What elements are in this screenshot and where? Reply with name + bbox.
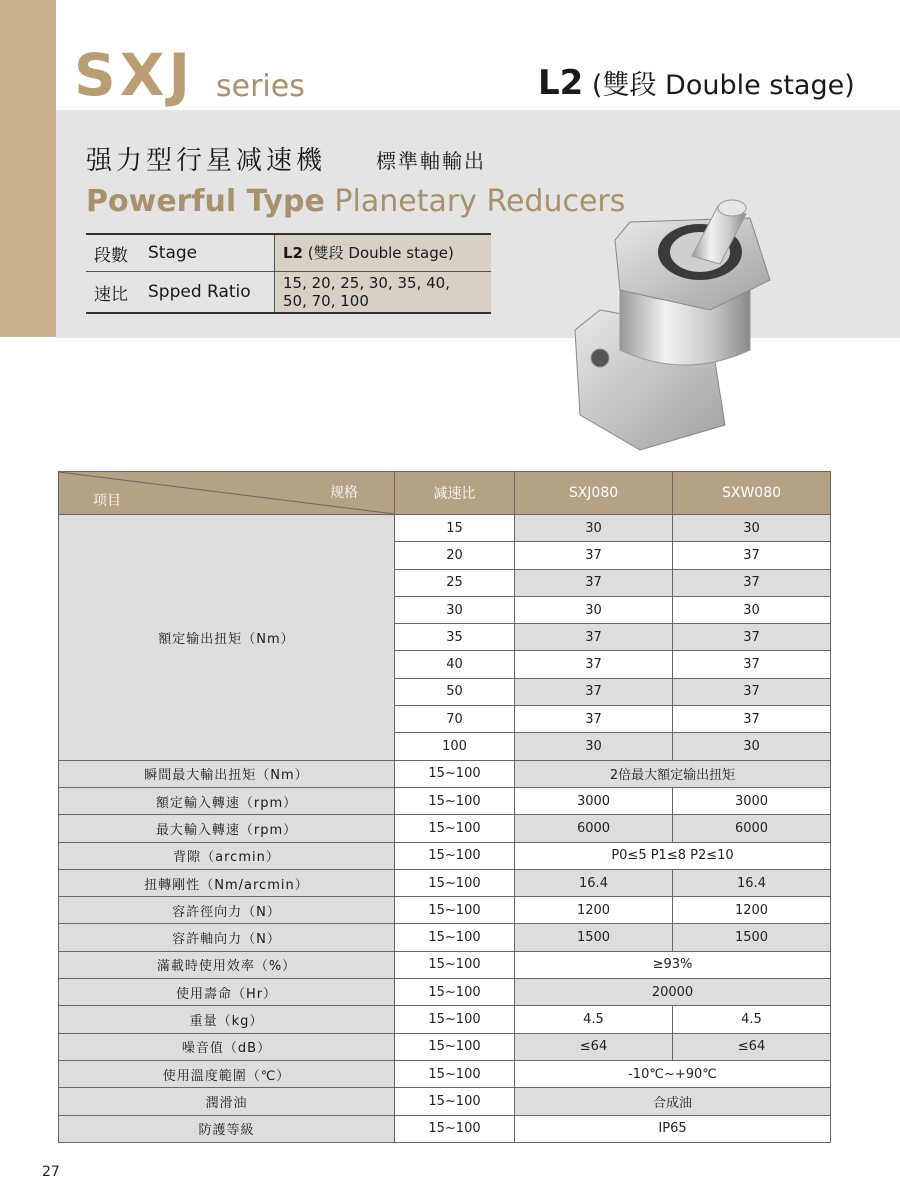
table-row — [59, 924, 831, 951]
ratio-cell: 15~100 — [395, 1060, 515, 1087]
ratio-label-cn: 速比 — [86, 272, 140, 314]
title-chinese-sub: 標準軸輸出 — [376, 149, 486, 173]
model-1-cell: 30 — [515, 596, 673, 623]
model-1-cell: ≤64 — [515, 1033, 673, 1060]
stage-row — [86, 234, 491, 272]
ratio-label-en: Spped Ratio — [140, 272, 275, 314]
spec-item-label: 額定輸入轉速（rpm） — [59, 787, 395, 814]
model-1-cell: 37 — [515, 569, 673, 596]
ratio-cell: 15~100 — [395, 1088, 515, 1115]
series-label: series — [216, 69, 305, 104]
left-accent-bar — [0, 0, 56, 337]
table-row — [59, 760, 831, 787]
ratio-cell: 15~100 — [395, 842, 515, 869]
ratio-value-line2: 50, 70, 100 — [283, 292, 369, 310]
table-row — [59, 1060, 831, 1087]
model-2-cell: 37 — [673, 569, 831, 596]
header-item-label: 项目 — [93, 493, 121, 509]
spec-item-label: 噪音值（dB） — [59, 1033, 395, 1060]
model-1-cell: 16.4 — [515, 869, 673, 896]
model-1-cell: 37 — [515, 542, 673, 569]
spec-item-label: 潤滑油 — [59, 1088, 395, 1115]
merged-value-cell: 2倍最大額定输出扭矩 — [515, 760, 831, 787]
ratio-cell: 100 — [395, 733, 515, 760]
ratio-cell: 15~100 — [395, 815, 515, 842]
model-1-cell: 37 — [515, 651, 673, 678]
model-2-cell: 30 — [673, 596, 831, 623]
stage-value-code: L2 — [283, 244, 303, 262]
merged-value-cell: P0≤5 P1≤8 P2≤10 — [515, 842, 831, 869]
merged-value-cell: 20000 — [515, 979, 831, 1006]
model-1-cell: 1200 — [515, 897, 673, 924]
ratio-cell: 40 — [395, 651, 515, 678]
stage-label-cn: 段數 — [86, 234, 140, 272]
ratio-cell: 20 — [395, 542, 515, 569]
table-row — [59, 815, 831, 842]
model-2-cell: 37 — [673, 624, 831, 651]
model-2-cell: 1500 — [673, 924, 831, 951]
table-row — [59, 1033, 831, 1060]
model-2-cell: 37 — [673, 651, 831, 678]
title-english-bold: Powerful Type — [86, 184, 325, 219]
ratio-cell: 15~100 — [395, 869, 515, 896]
model-2-cell: 3000 — [673, 787, 831, 814]
table-row — [59, 1088, 831, 1115]
header-model-1: SXJ080 — [515, 472, 673, 515]
model-2-cell: 30 — [673, 515, 831, 542]
ratio-cell: 15~100 — [395, 924, 515, 951]
model-2-cell: 1200 — [673, 897, 831, 924]
spec-item-label: 瞬間最大輸出扭矩（Nm） — [59, 760, 395, 787]
header-item-spec-cell — [59, 472, 395, 515]
table-row — [59, 897, 831, 924]
title-english — [86, 184, 625, 219]
model-1-cell: 6000 — [515, 815, 673, 842]
ratio-cell: 15~100 — [395, 951, 515, 978]
header-model-2: SXW080 — [673, 472, 831, 515]
ratio-cell: 15~100 — [395, 897, 515, 924]
spec-item-label: 容許軸向力（N） — [59, 924, 395, 951]
spec-item-label: 重量（kg） — [59, 1006, 395, 1033]
model-2-cell: 4.5 — [673, 1006, 831, 1033]
model-1-cell: 1500 — [515, 924, 673, 951]
ratio-cell: 15~100 — [395, 1115, 515, 1142]
table-row — [59, 842, 831, 869]
ratio-cell: 25 — [395, 569, 515, 596]
merged-value-cell: IP65 — [515, 1115, 831, 1142]
stage-code: L2 — [538, 63, 584, 103]
model-2-cell: 37 — [673, 542, 831, 569]
ratio-cell: 15 — [395, 515, 515, 542]
model-1-cell: 37 — [515, 624, 673, 651]
title-english-rest: Planetary Reducers — [324, 184, 626, 219]
model-1-cell: 4.5 — [515, 1006, 673, 1033]
series-name: SXJ — [74, 41, 195, 109]
stage-label-en: Stage — [140, 234, 275, 272]
header-spec-label: 规格 — [330, 485, 358, 501]
header-ratio: 减速比 — [395, 472, 515, 515]
stage-summary-table — [86, 233, 491, 314]
stage-desc: (雙段 Double stage) — [583, 70, 855, 101]
model-2-cell: 37 — [673, 706, 831, 733]
spec-item-label: 背隙（arcmin） — [59, 842, 395, 869]
spec-item-label: 扭轉剛性（Nm/arcmin） — [59, 869, 395, 896]
spec-item-label: 使用壽命（Hr） — [59, 979, 395, 1006]
ratio-cell: 50 — [395, 678, 515, 705]
model-2-cell: 16.4 — [673, 869, 831, 896]
ratio-cell: 15~100 — [395, 979, 515, 1006]
ratio-cell: 15~100 — [395, 1033, 515, 1060]
model-1-cell: 37 — [515, 706, 673, 733]
spec-item-label: 使用溫度範圍（℃） — [59, 1060, 395, 1087]
stage-value-desc: (雙段 Double stage) — [303, 244, 454, 262]
spec-item-label: 最大輸入轉速（rpm） — [59, 815, 395, 842]
table-row — [59, 1006, 831, 1033]
model-1-cell: 30 — [515, 733, 673, 760]
stage-value — [275, 234, 492, 272]
merged-value-cell: ≥93% — [515, 951, 831, 978]
reducer-product-image — [560, 180, 820, 460]
stage-heading — [538, 63, 855, 103]
table-row — [59, 787, 831, 814]
ratio-row — [86, 272, 491, 314]
page-number: 27 — [42, 1164, 60, 1180]
spec-header-row — [59, 472, 831, 515]
model-2-cell: 30 — [673, 733, 831, 760]
model-1-cell: 37 — [515, 678, 673, 705]
table-row — [59, 869, 831, 896]
model-1-cell: 3000 — [515, 787, 673, 814]
ratio-value-line1: 15, 20, 25, 30, 35, 40, — [283, 274, 450, 292]
ratio-cell: 70 — [395, 706, 515, 733]
ratio-cell: 15~100 — [395, 787, 515, 814]
merged-value-cell: 合成油 — [515, 1088, 831, 1115]
ratio-cell: 35 — [395, 624, 515, 651]
model-2-cell: 6000 — [673, 815, 831, 842]
merged-value-cell: -10℃~+90℃ — [515, 1060, 831, 1087]
table-row — [59, 1115, 831, 1142]
table-row — [59, 515, 831, 542]
spec-item-label: 容許徑向力（N） — [59, 897, 395, 924]
model-2-cell: 37 — [673, 678, 831, 705]
ratio-value — [275, 272, 492, 314]
spec-item-label: 滿載時使用效率（%） — [59, 951, 395, 978]
spec-item-label: 防護等級 — [59, 1115, 395, 1142]
ratio-cell: 30 — [395, 596, 515, 623]
title-chinese: 强力型行星减速機 — [86, 146, 327, 176]
spec-table — [58, 471, 831, 1143]
table-row — [59, 951, 831, 978]
rated-torque-label: 額定输出扭矩（Nm） — [59, 515, 395, 761]
model-2-cell: ≤64 — [673, 1033, 831, 1060]
ratio-cell: 15~100 — [395, 760, 515, 787]
table-row — [59, 979, 831, 1006]
model-1-cell: 30 — [515, 515, 673, 542]
ratio-cell: 15~100 — [395, 1006, 515, 1033]
